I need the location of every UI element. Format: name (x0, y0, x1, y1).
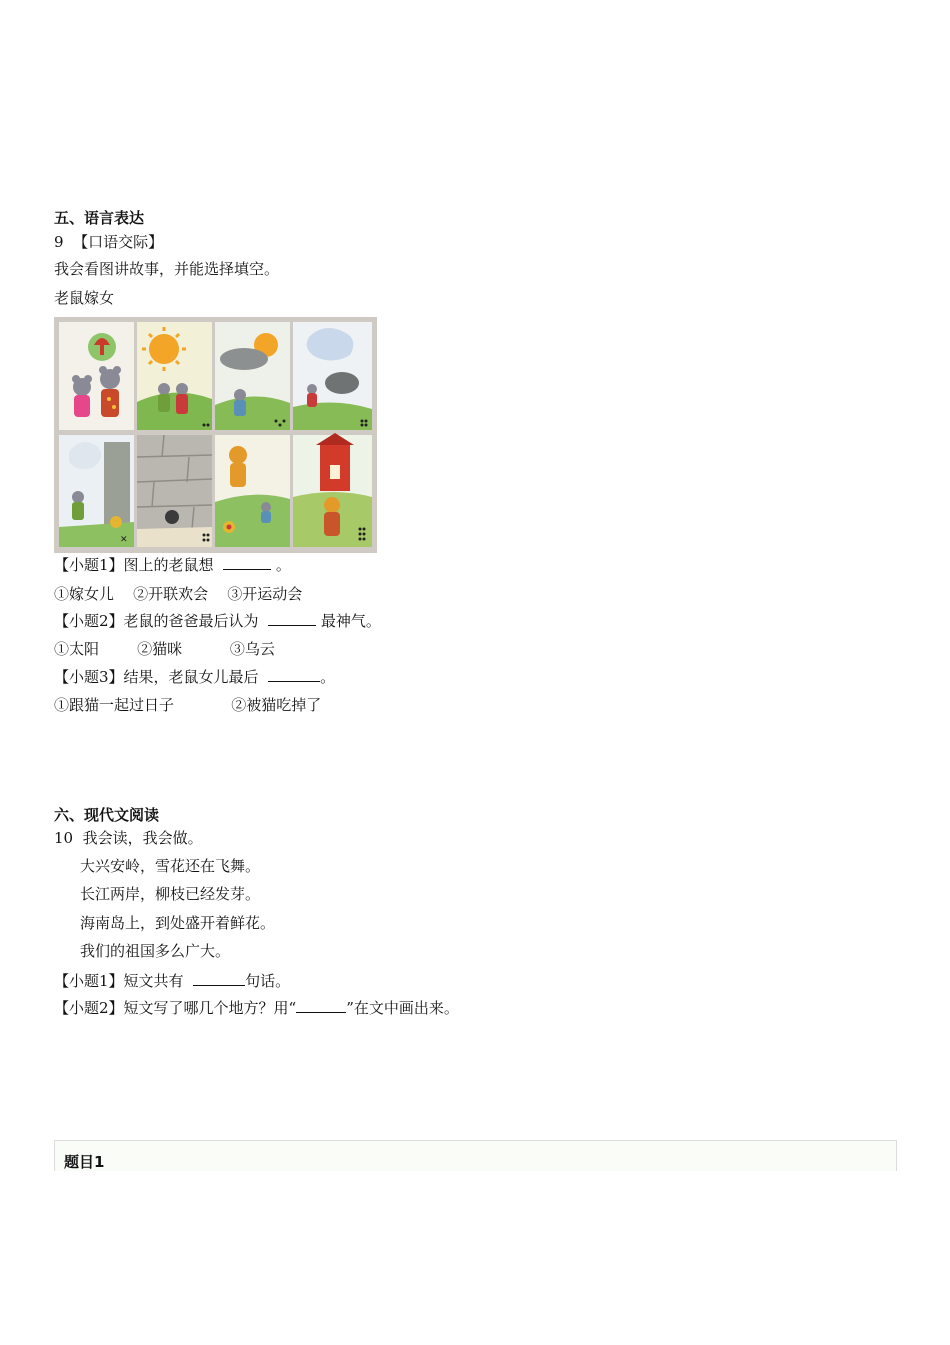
question-10-number: 10 (54, 829, 74, 847)
answer-blank[interactable] (223, 555, 271, 570)
q10-subquestion-1-text: 【小题1】短文共有 (54, 972, 184, 990)
question-9-tag: 【口语交际】 (73, 233, 164, 251)
subquestion-3-end: 。 (320, 668, 336, 686)
subquestion-3-options (54, 695, 321, 715)
subquestion-2 (54, 611, 381, 631)
section-5-heading: 五、语言表达 (54, 209, 145, 227)
q10-subquestion-2-text: 【小题2】短文写了哪几个地方？用“ (54, 999, 297, 1017)
answer-blank[interactable] (268, 611, 316, 626)
q10-subquestion-1-end: 句话。 (245, 972, 291, 990)
question-10-header (54, 828, 203, 848)
answer-blank[interactable] (268, 667, 320, 682)
subquestion-1-end: 。 (275, 556, 291, 574)
subquestion-1 (54, 555, 291, 575)
option: ①嫁女儿 (54, 585, 115, 603)
subquestion-2-end: 最神气。 (320, 612, 381, 630)
subquestion-1-text: 【小题1】图上的老鼠想 (54, 556, 214, 574)
option: ③乌云 (229, 640, 275, 658)
subquestion-2-text: 【小题2】老鼠的爸爸最后认为 (54, 612, 259, 630)
passage-line: 大兴安岭，雪花还在飞舞。 (80, 857, 261, 875)
passage-line: 长江两岸，柳枝已经发芽。 (80, 885, 261, 903)
comic-panels-illustration (54, 317, 377, 553)
subquestion-3 (54, 667, 335, 687)
passage-line: 我们的祖国多么广大。 (80, 942, 231, 960)
option: ②猫咪 (137, 640, 183, 658)
question-9-instruction: 我会看图讲故事，并能选择填空。 (54, 260, 280, 278)
answer-section-box (54, 1140, 897, 1171)
question-9-header (54, 232, 163, 252)
option: ①太阳 (54, 640, 100, 658)
option: ②被猫吃掉了 (231, 696, 322, 714)
answer-box-label: 题目1 (64, 1153, 105, 1171)
option: ③开运动会 (227, 585, 303, 603)
answer-blank[interactable] (193, 971, 245, 986)
q10-subquestion-2-end: ”在文中画出来。 (346, 999, 459, 1017)
underline-sample (296, 998, 346, 1013)
section-6-heading: 六、现代文阅读 (54, 806, 160, 824)
passage-line: 海南岛上，到处盛开着鲜花。 (80, 914, 276, 932)
subquestion-1-options (54, 584, 302, 604)
question-9-number: 9 (54, 233, 64, 251)
story-title: 老鼠嫁女 (54, 289, 115, 307)
option: ②开联欢会 (133, 585, 209, 603)
option: ①跟猫一起过日子 (54, 696, 175, 714)
subquestion-2-options (54, 639, 275, 659)
q10-subquestion-1 (54, 971, 290, 991)
svg-text:✕: ✕ (120, 535, 128, 545)
story-comic-image (54, 317, 377, 553)
question-10-prompt: 我会读，我会做。 (82, 829, 203, 847)
subquestion-3-text: 【小题3】结果，老鼠女儿最后 (54, 668, 259, 686)
q10-subquestion-2 (54, 998, 459, 1018)
